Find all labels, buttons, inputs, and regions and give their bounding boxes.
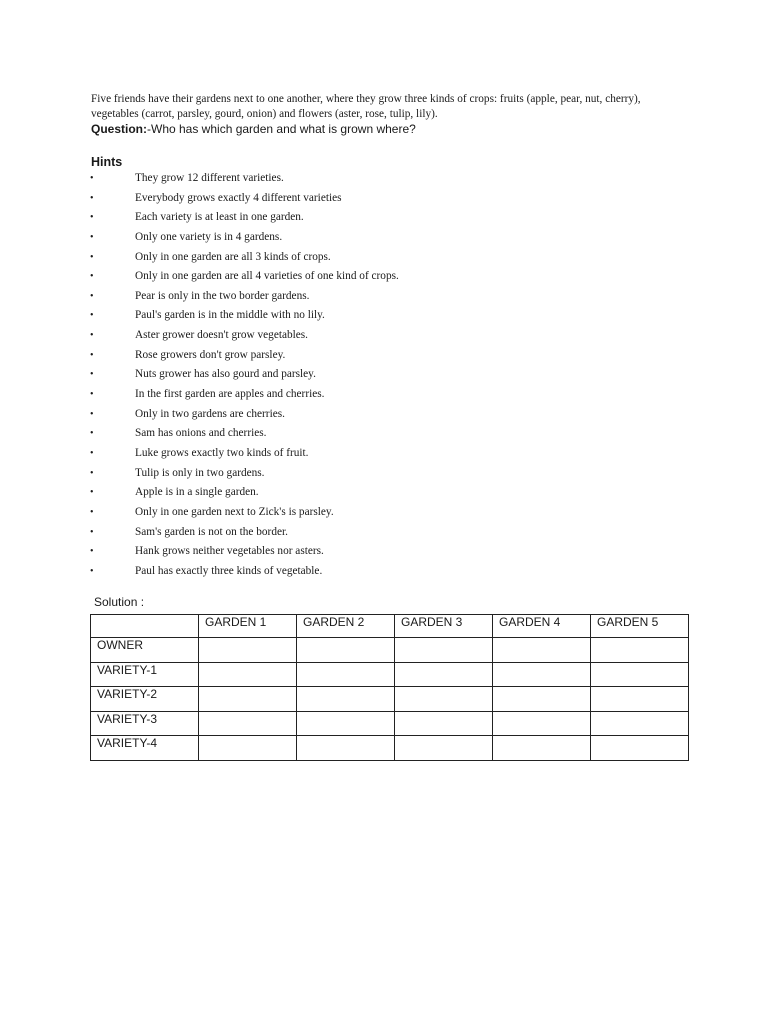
table-cell [493,638,591,663]
hint-item [91,544,591,564]
bullet-icon: • [90,526,94,538]
hint-item [91,525,591,545]
table-cell [297,662,395,687]
bullet-icon: • [90,546,94,558]
table-cell [395,687,493,712]
bullet-icon: • [90,447,94,459]
hint-item [91,426,591,446]
hint-item [91,230,591,250]
bullet-icon: • [90,506,94,518]
table-cell [493,736,591,761]
hint-text: Luke grows exactly two kinds of fruit. [135,446,309,459]
hint-text: Only in one garden are all 4 varieties of one kind of crops. [135,270,399,283]
bullet-icon: • [90,565,94,577]
bullet-icon: • [90,192,94,204]
garden-header-cell: GARDEN 2 [297,615,395,638]
hint-item [91,191,591,211]
table-header-row [91,615,689,638]
table-row [91,736,689,761]
table-cell [297,638,395,663]
question-line [91,121,691,137]
table-cell [493,687,591,712]
table-cell [591,736,689,761]
bullet-icon: • [90,369,94,381]
table-cell [591,711,689,736]
hint-text: Only in two gardens are cherries. [135,407,285,420]
hint-text: Sam's garden is not on the border. [135,525,288,538]
table-cell [591,687,689,712]
hint-text: Paul's garden is in the middle with no lily. [135,309,325,322]
bullet-icon: • [90,231,94,243]
bullet-icon: • [90,271,94,283]
hint-text: Only in one garden are all 3 kinds of crops. [135,250,331,263]
hints-list [91,171,591,583]
hints-heading: Hints [91,155,123,169]
question-label: Question: [91,122,147,136]
table-row [91,687,689,712]
table-row [91,711,689,736]
solution-label: Solution : [94,595,145,609]
row-label-cell: VARIETY-3 [91,711,199,736]
hint-text: Only in one garden next to Zick's is parsley. [135,505,334,518]
row-label-cell: VARIETY-4 [91,736,199,761]
bullet-icon: • [90,290,94,302]
bullet-icon: • [90,310,94,322]
hint-item [91,289,591,309]
hint-text: In the first garden are apples and cherries. [135,388,325,401]
row-label-cell: VARIETY-2 [91,687,199,712]
hint-item [91,505,591,525]
bullet-icon: • [90,428,94,440]
intro-paragraph: Five friends have their gardens next to one another, where they grow three kinds of crops: fruits (apple, pear, nut, cherry), vegetables (carrot, parsley, gourd, onion) and flowers (aster, rose, tulip, lily). [91,93,641,120]
hint-item [91,308,591,328]
hint-text: Only one variety is in 4 gardens. [135,230,283,243]
hint-item [91,387,591,407]
garden-header-cell: GARDEN 4 [493,615,591,638]
hint-text: Nuts grower has also gourd and parsley. [135,368,316,381]
bullet-icon: • [90,173,94,184]
hint-text: Paul has exactly three kinds of vegetable. [135,564,323,577]
header-corner-cell [91,615,199,638]
hint-text: Hank grows neither vegetables nor asters. [135,545,324,558]
table-cell [493,711,591,736]
table-cell [297,711,395,736]
garden-header-cell: GARDEN 5 [591,615,689,638]
table-cell [199,662,297,687]
garden-header-cell: GARDEN 3 [395,615,493,638]
table-cell [395,662,493,687]
hint-item [91,564,591,584]
hint-text: Everybody grows exactly 4 different varieties [135,191,342,204]
hint-item [91,485,591,505]
hint-item [91,466,591,486]
table-row [91,662,689,687]
hint-item [91,171,591,191]
table-cell [591,638,689,663]
row-label-cell: OWNER [91,638,199,663]
hint-item [91,407,591,427]
bullet-icon: • [90,330,94,342]
bullet-icon: • [90,408,94,420]
bullet-icon: • [90,251,94,263]
row-label-cell: VARIETY-1 [91,662,199,687]
bullet-icon: • [90,212,94,224]
table-row [91,638,689,663]
hint-item [91,328,591,348]
hint-text: Rose growers don't grow parsley. [135,348,286,361]
hint-item [91,269,591,289]
hint-text: Tulip is only in two gardens. [135,466,265,479]
hint-text: Sam has onions and cherries. [135,427,267,440]
question-text: -Who has which garden and what is grown where? [147,122,416,136]
garden-header-cell: GARDEN 1 [199,615,297,638]
table-cell [297,687,395,712]
table-cell [493,662,591,687]
hint-item [91,446,591,466]
hint-text: Aster grower doesn't grow vegetables. [135,329,309,342]
bullet-icon: • [90,389,94,401]
hint-item [91,210,591,230]
hint-text: Apple is in a single garden. [135,486,259,499]
table-cell [199,711,297,736]
table-cell [199,687,297,712]
hint-text: Each variety is at least in one garden. [135,211,304,224]
bullet-icon: • [90,349,94,361]
hint-item [91,348,591,368]
hint-item [91,367,591,387]
table-cell [395,736,493,761]
table-cell [591,662,689,687]
table-cell [395,638,493,663]
bullet-icon: • [90,467,94,479]
hint-item [91,250,591,270]
table-cell [199,736,297,761]
table-cell [297,736,395,761]
table-cell [199,638,297,663]
solution-table [90,614,689,761]
hint-text: They grow 12 different varieties. [135,172,284,184]
bullet-icon: • [90,487,94,499]
hint-text: Pear is only in the two border gardens. [135,289,310,302]
table-cell [395,711,493,736]
